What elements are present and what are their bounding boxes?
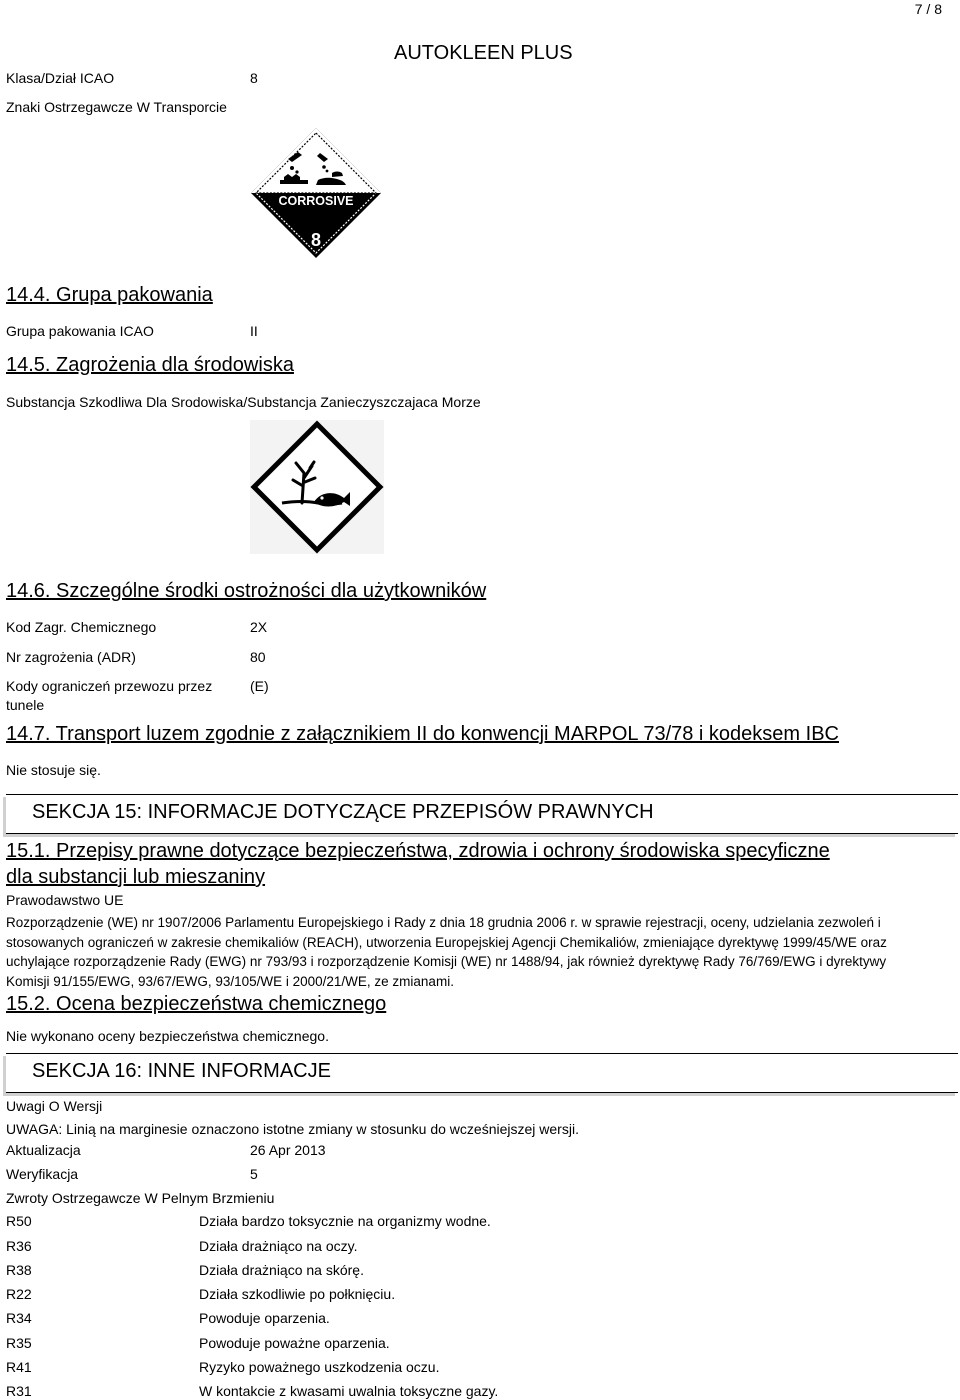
eu-law-label: Prawodawstwo UE xyxy=(6,892,124,908)
revision-notes-label: Uwagi O Wersji xyxy=(6,1098,103,1114)
section-14-7-text: Nie stosuje się. xyxy=(6,762,101,778)
risk-phrase-code: R35 xyxy=(6,1335,32,1351)
tunnel-label-line2: tunele xyxy=(6,697,45,713)
risk-phrase-text: Działa szkodliwie po połknięciu. xyxy=(199,1286,396,1302)
page-number: 7 / 8 xyxy=(914,1,942,17)
icao-class-label: Klasa/Dział ICAO xyxy=(6,70,115,86)
risk-phrase-code: R41 xyxy=(6,1359,32,1375)
version-label: Weryfikacja xyxy=(6,1166,79,1182)
risk-phrase-text: Powoduje poważne oparzenia. xyxy=(199,1335,390,1351)
revision-notes-text: UWAGA: Linią na marginesie oznaczono istotne zmiany w stosunku do wcześniejszej wersji. xyxy=(6,1121,579,1137)
risk-phrase-code: R36 xyxy=(6,1238,32,1254)
section-15-title: SEKCJA 15: INFORMACJE DOTYCZĄCE PRZEPISÓW PRAWNYCH xyxy=(32,801,654,823)
environment-hazard-icon xyxy=(250,420,384,554)
icao-group-label: Grupa pakowania ICAO xyxy=(6,323,154,339)
adr-value: 80 xyxy=(250,649,266,665)
risk-phrase-code: R50 xyxy=(6,1213,32,1229)
section-15-2-title: 15.2. Ocena bezpieczeństwa chemicznego xyxy=(6,993,387,1015)
product-name: AUTOKLEEN PLUS xyxy=(394,42,573,64)
risk-phrase-text: W kontakcie z kwasami uwalnia toksyczne gazy. xyxy=(199,1383,499,1399)
section-15-1-title-line2: dla substancji lub mieszaniny xyxy=(6,866,266,888)
section-14-7-title: 14.7. Transport luzem zgodnie z załącznikiem II do konwencji MARPOL 73/78 i kodeksem IBC xyxy=(6,723,839,745)
section-14-5-title: 14.5. Zagrożenia dla środowiska xyxy=(6,354,294,376)
icao-class-value: 8 xyxy=(250,70,258,86)
eu-law-text: Rozporządzenie (WE) nr 1907/2006 Parlamentu Europejskiego i Rady z dnia 18 grudnia 2006 r. w sprawie rejestracji, oceny, udzielania zezwoleń i stosowanych ograniczeń w zakresie chemikaliów (REACH), utworzenia Europejskiej Agencji Chemikaliów, zmieniające dyrektywę 1999/45/WE oraz uchylające rozporządzenie Rady (EWG) nr 793/93 i rozporządzenie Komisji (WE) nr 1488/94, jak również dyrektywę Rady 76/769/EWG i dyrektywy Komisji 91/155/EWG, 93/67/EWG, 93/105/WE i 2000/21/WE, ze zmianami. xyxy=(6,915,887,989)
corrosive-diamond-icon xyxy=(248,125,384,261)
section-15-1-title-line1: 15.1. Przepisy prawne dotyczące bezpieczeństwa, zdrowia i ochrony środowiska specyficzne xyxy=(6,840,830,862)
risk-phrase-code: R34 xyxy=(6,1310,32,1326)
risk-phrase-text: Ryzyko poważnego uszkodzenia oczu. xyxy=(199,1359,440,1375)
chem-code-label: Kod Zagr. Chemicznego xyxy=(6,619,157,635)
version-value: 5 xyxy=(250,1166,258,1182)
env-substance-label: Substancja Szkodliwa Dla Srodowiska/Substancja Zanieczyszczajaca Morze xyxy=(6,394,481,410)
warning-signs-label: Znaki Ostrzegawcze W Transporcie xyxy=(6,99,227,115)
corrosive-label: CORROSIVE xyxy=(278,194,354,208)
risk-phrase-text: Działa bardzo toksycznie na organizmy wodne. xyxy=(199,1213,491,1229)
tunnel-label-line1: Kody ograniczeń przewozu przez xyxy=(6,678,213,694)
chem-code-value: 2X xyxy=(250,619,268,635)
section-14-4-title: 14.4. Grupa pakowania xyxy=(6,284,213,306)
risk-phrase-text: Działa drażniąco na skórę. xyxy=(199,1262,364,1278)
tunnel-value: (E) xyxy=(250,678,269,694)
update-label: Aktualizacja xyxy=(6,1142,81,1158)
adr-label: Nr zagrożenia (ADR) xyxy=(6,649,136,665)
section-14-6-title: 14.6. Szczególne środki ostrożności dla użytkowników xyxy=(6,580,487,602)
section-15-2-text: Nie wykonano oceny bezpieczeństwa chemicznego. xyxy=(6,1028,329,1044)
section-16-header xyxy=(6,1053,958,1093)
risk-phrase-text: Powoduje oparzenia. xyxy=(199,1310,330,1326)
risk-phrases-label: Zwroty Ostrzegawcze W Pelnym Brzmieniu xyxy=(6,1190,275,1206)
risk-phrase-code: R38 xyxy=(6,1262,32,1278)
section-15-header xyxy=(6,794,958,834)
update-value: 26 Apr 2013 xyxy=(250,1142,326,1158)
section-16-title: SEKCJA 16: INNE INFORMACJE xyxy=(32,1060,331,1082)
icao-group-value: II xyxy=(250,323,258,339)
risk-phrase-code: R31 xyxy=(6,1383,32,1399)
corrosive-number: 8 xyxy=(310,230,322,250)
risk-phrase-text: Działa drażniąco na oczy. xyxy=(199,1238,358,1254)
risk-phrase-code: R22 xyxy=(6,1286,32,1302)
